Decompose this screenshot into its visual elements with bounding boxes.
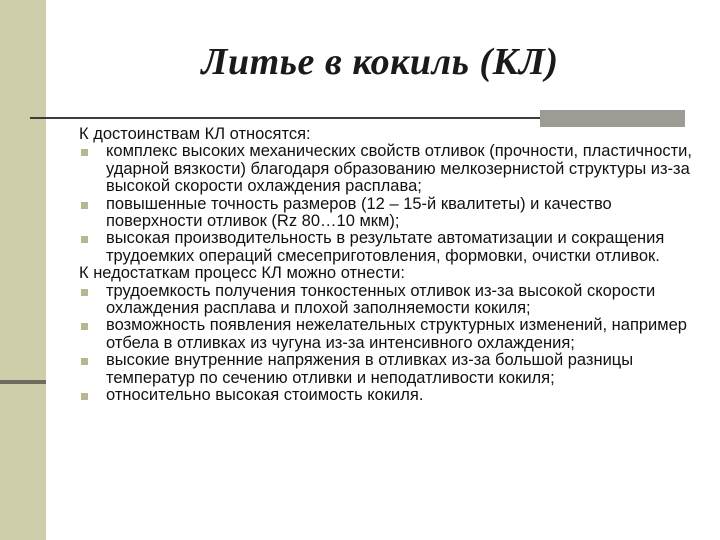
advantage-text: повышенные точность размеров (12 – 15-й квалитеты) и качество поверхности отливок (Rz 80…10 мкм); bbox=[106, 194, 612, 231]
square-bullet-icon bbox=[81, 323, 88, 330]
disadvantage-item bbox=[79, 352, 699, 387]
disadvantage-text: трудоемкость получения тонкостенных отливок из-за высокой скорости охлаждения расплава и плохой заполняемости кокиля; bbox=[106, 281, 656, 318]
advantage-item bbox=[79, 196, 699, 231]
disadvantage-item bbox=[79, 283, 699, 318]
square-bullet-icon bbox=[81, 149, 88, 156]
square-bullet-icon bbox=[81, 236, 88, 243]
disadvantage-text: высокие внутренние напряжения в отливках из-за большой разницы температур по сечению отливки и неподатливости кокиля; bbox=[106, 351, 634, 387]
advantage-text: высокая производительность в результате автоматизации и сокращения трудоемких операций смесеприготовления, формовки, очистки отливок. bbox=[106, 229, 665, 265]
advantage-item bbox=[79, 143, 699, 195]
side-divider bbox=[0, 380, 46, 384]
disadvantage-text: относительно высокая стоимость кокиля. bbox=[106, 386, 424, 405]
slide-body bbox=[79, 126, 699, 405]
disadvantage-item bbox=[79, 317, 699, 352]
square-bullet-icon bbox=[81, 202, 88, 209]
advantage-text: комплекс высоких механических свойств отливок (прочности, пластичности, ударной вязкости) благодаря образованию мелкозернистой структуры из-за высокой скорости охлаждения расплава; bbox=[106, 142, 692, 196]
advantage-item bbox=[79, 230, 699, 265]
disadvantage-text: возможность появления нежелательных структурных изменений, например отбела в отливках из чугуна из-за интенсивного охлаждения; bbox=[106, 316, 687, 352]
title-accent-block bbox=[540, 110, 685, 127]
disadvantages-intro: К недостаткам процесс КЛ можно отнести: bbox=[79, 264, 405, 283]
side-band-decoration bbox=[0, 0, 46, 540]
slide-title: Литье в кокиль (КЛ) bbox=[201, 41, 559, 83]
square-bullet-icon bbox=[81, 358, 88, 365]
square-bullet-icon bbox=[81, 289, 88, 296]
square-bullet-icon bbox=[81, 393, 88, 400]
disadvantage-item bbox=[79, 387, 699, 404]
advantages-intro: К достоинствам КЛ относятся: bbox=[79, 125, 311, 143]
